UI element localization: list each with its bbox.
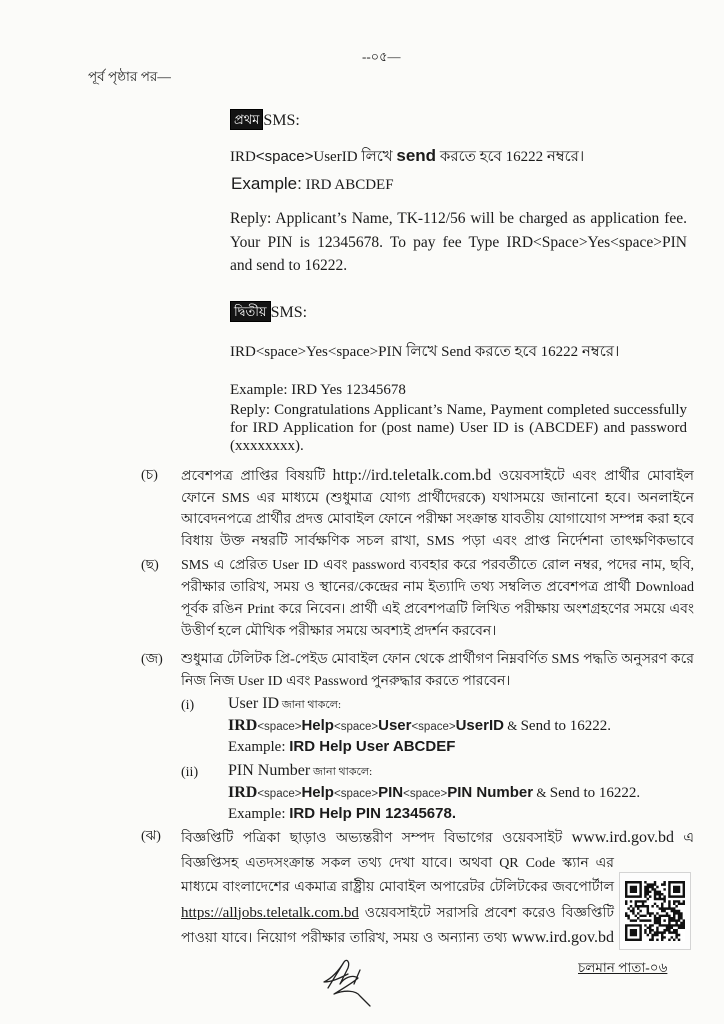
cmd-seg: Help bbox=[301, 716, 334, 734]
text-seg: ওয়েবসাইটে সরাসরি প্রবেশ করেও বিজ্ঞপ্তিটি পাওয়া যাবে। নিয়োগ পরীক্ষার তারিখ, সময় ও অন্যান্য তথ্য bbox=[181, 905, 614, 946]
example-label: Example: bbox=[228, 739, 290, 755]
second-sms-badge: দ্বিতীয় bbox=[230, 301, 271, 322]
cmd-seg: Send to 16222. bbox=[549, 784, 641, 801]
cmd-space-token: <space> bbox=[411, 720, 456, 733]
qr-code-container bbox=[614, 872, 694, 954]
text-seg: বিজ্ঞপ্তিটি পত্রিকা ছাড়াও অভ্যন্তরীণ সম্পদ বিভাগের ওয়েবসাইট bbox=[181, 831, 572, 846]
condition-text: জানা থাকলে: bbox=[279, 699, 342, 711]
option-label-i: (i) bbox=[181, 698, 195, 713]
first-sms-heading bbox=[230, 109, 430, 133]
item-chha-text: SMS এ প্রেরিত User ID এবং password ব্যবহার করে পরবর্তীতে রোল নম্বর, পদের নাম, ছবি, পরীক্ষার তারিখ, সময় ও স্থানের/কেন্দ্রের নাম ইত্যাদি তথ্য সম্বলিত প্রবেশপত্র প্রার্থী Download পূর্বক রঙিন Print করে নিবেন। প্রার্থী এই প্রবেশপত্রটি লিখিত পরীক্ষায় অংশগ্রহণের সময়ে এবং উত্তীর্ণ হলে মৌখিক পরীক্ষার সময়ে অবশ্যই প্রদর্শন করবেন। bbox=[181, 558, 694, 639]
cmd-seg: PIN bbox=[378, 783, 404, 801]
instr-seg: UserID লিখে bbox=[313, 149, 397, 165]
condition-key: User ID bbox=[228, 695, 280, 712]
item-label-cha: (চ) bbox=[141, 468, 158, 483]
option-label-ii: (ii) bbox=[181, 765, 199, 780]
condition-key: PIN Number bbox=[228, 762, 311, 779]
example-label: Example: bbox=[231, 174, 302, 193]
example-label: Example: bbox=[228, 806, 290, 822]
cmd-space-token: <space> bbox=[333, 720, 379, 733]
cmd-ampersand: & bbox=[533, 784, 550, 800]
ird-website-url: www.ird.gov.bd bbox=[511, 929, 614, 946]
condition-text: জানা থাকলে: bbox=[310, 766, 373, 778]
cmd-seg: UserID bbox=[455, 716, 504, 734]
text-seg: প্রবেশপত্র প্রাপ্তির বিষয়টি bbox=[181, 469, 333, 484]
cmd-seg: User bbox=[378, 716, 412, 734]
instr-seg: করতে হবে 16222 নম্বরে। bbox=[436, 149, 585, 165]
example-value: IRD Help PIN 12345678. bbox=[289, 805, 456, 822]
option-example bbox=[228, 804, 698, 823]
item-jha-text bbox=[181, 826, 694, 954]
cmd-space-token: <space> bbox=[333, 787, 379, 800]
qr-code-icon bbox=[625, 881, 685, 941]
text-seg: এ বিজ্ঞপ্তিসহ এতদসংক্রান্ত সকল তথ্য দেখা যাবে। অথবা QR Code স্ক্যান এর মাধ্যমে বাংলাদেশের একমাত্র রাষ্ট্রীয় মোবাইল অপারেটর টেলিটকের জবপোর্টাল bbox=[181, 831, 694, 895]
option-pin-recovery bbox=[228, 761, 698, 823]
continued-on-next-page: চলমান পাতা-০৬ bbox=[578, 960, 668, 975]
second-sms-example: Example: IRD Yes 12345678 bbox=[230, 382, 406, 398]
item-label-ja: (জ) bbox=[141, 652, 163, 667]
cmd-ampersand: & bbox=[503, 717, 521, 733]
item-label-chha: (ছ) bbox=[141, 558, 159, 573]
signature-stroke bbox=[324, 960, 370, 1006]
continued-from-previous-page: পূর্ব পৃষ্ঠার পর— bbox=[88, 69, 171, 84]
cmd-seg: Help bbox=[301, 783, 334, 801]
alljobs-url: https://alljobs.teletalk.com.bd bbox=[181, 904, 359, 921]
cmd-seg: IRD bbox=[228, 783, 258, 801]
first-sms-title: SMS: bbox=[263, 112, 300, 129]
second-sms-heading bbox=[230, 301, 430, 325]
instr-space-token: <space> bbox=[255, 148, 314, 165]
option-example bbox=[228, 737, 698, 756]
example-value: IRD Help User ABCDEF bbox=[289, 738, 456, 755]
first-sms-example bbox=[231, 172, 531, 198]
second-sms-reply: Reply: Congratulations Applicant’s Name, Payment completed successfully for IRD Application for (post name) User ID is (ABCDEF) and password (xxxxxxxx). bbox=[230, 402, 687, 454]
page-number: --০৫— bbox=[362, 49, 401, 64]
qr-code-frame bbox=[619, 872, 691, 950]
first-sms-reply: Reply: Applicant’s Name, TK-112/56 will be charged as application fee. Your PIN is 12345678. To pay fee Type IRD<Space>Yes<space>PIN and send to 16222. bbox=[230, 210, 687, 274]
item-cha-text bbox=[181, 465, 694, 553]
instr-send-keyword: send bbox=[396, 146, 437, 165]
cmd-space-token: <space> bbox=[403, 787, 448, 800]
signature bbox=[314, 948, 378, 1012]
option-command bbox=[228, 716, 698, 738]
cmd-seg: PIN Number bbox=[447, 783, 534, 801]
second-sms-title: SMS: bbox=[270, 304, 308, 321]
option-command bbox=[228, 783, 698, 805]
option-user-id-recovery bbox=[228, 694, 698, 756]
option-condition bbox=[228, 761, 698, 783]
option-condition bbox=[228, 694, 698, 716]
instr-seg: IRD bbox=[230, 149, 256, 165]
cmd-seg: Send to 16222. bbox=[520, 717, 611, 734]
teletalk-url: http://ird.teletalk.com.bd bbox=[332, 467, 492, 484]
first-sms-instruction bbox=[230, 145, 690, 169]
second-sms-instruction: IRD<space>Yes<space>PIN লিখে Send করতে হবে 16222 নম্বরে। bbox=[230, 344, 620, 360]
item-label-jha: (ঝ) bbox=[141, 829, 161, 844]
ird-website-url: www.ird.gov.bd bbox=[571, 829, 674, 846]
text-seg: ওয়েবসাইটে এবং প্রার্থীর মোবাইল ফোনে SMS এর মাধ্যমে (শুধুমাত্র যোগ্য প্রার্থীদেরকে) যথাসময়ে জানানো হবে। অনলাইনে আবেদনপত্রে প্রার্থীর প্রদত্ত মোবাইল ফোনে পরীক্ষা সংক্রান্ত যাবতীয় যোগাযোগ সম্পন্ন করা হবে বিধায় উক্ত নম্বরটি সার্বক্ষণিক সচল রাখা, SMS পড়া এবং প্রাপ্ত নির্দেশনা তাৎক্ষণিকভাবে bbox=[181, 469, 694, 549]
cmd-space-token: <space> bbox=[257, 787, 302, 800]
cmd-seg: IRD bbox=[228, 716, 258, 734]
cmd-space-token: <space> bbox=[257, 720, 302, 733]
first-sms-badge: প্রথম bbox=[230, 109, 263, 130]
item-ja-text: শুধুমাত্র টেলিটক প্রি-পেইড মোবাইল ফোন থেকে প্রার্থীগণ নিম্নবর্ণিত SMS পদ্ধতি অনুসরণ করে নিজ নিজ User ID এবং Password পুনরুদ্ধার করতে পারবেন। bbox=[181, 652, 694, 689]
example-value: IRD ABCDEF bbox=[301, 177, 394, 193]
